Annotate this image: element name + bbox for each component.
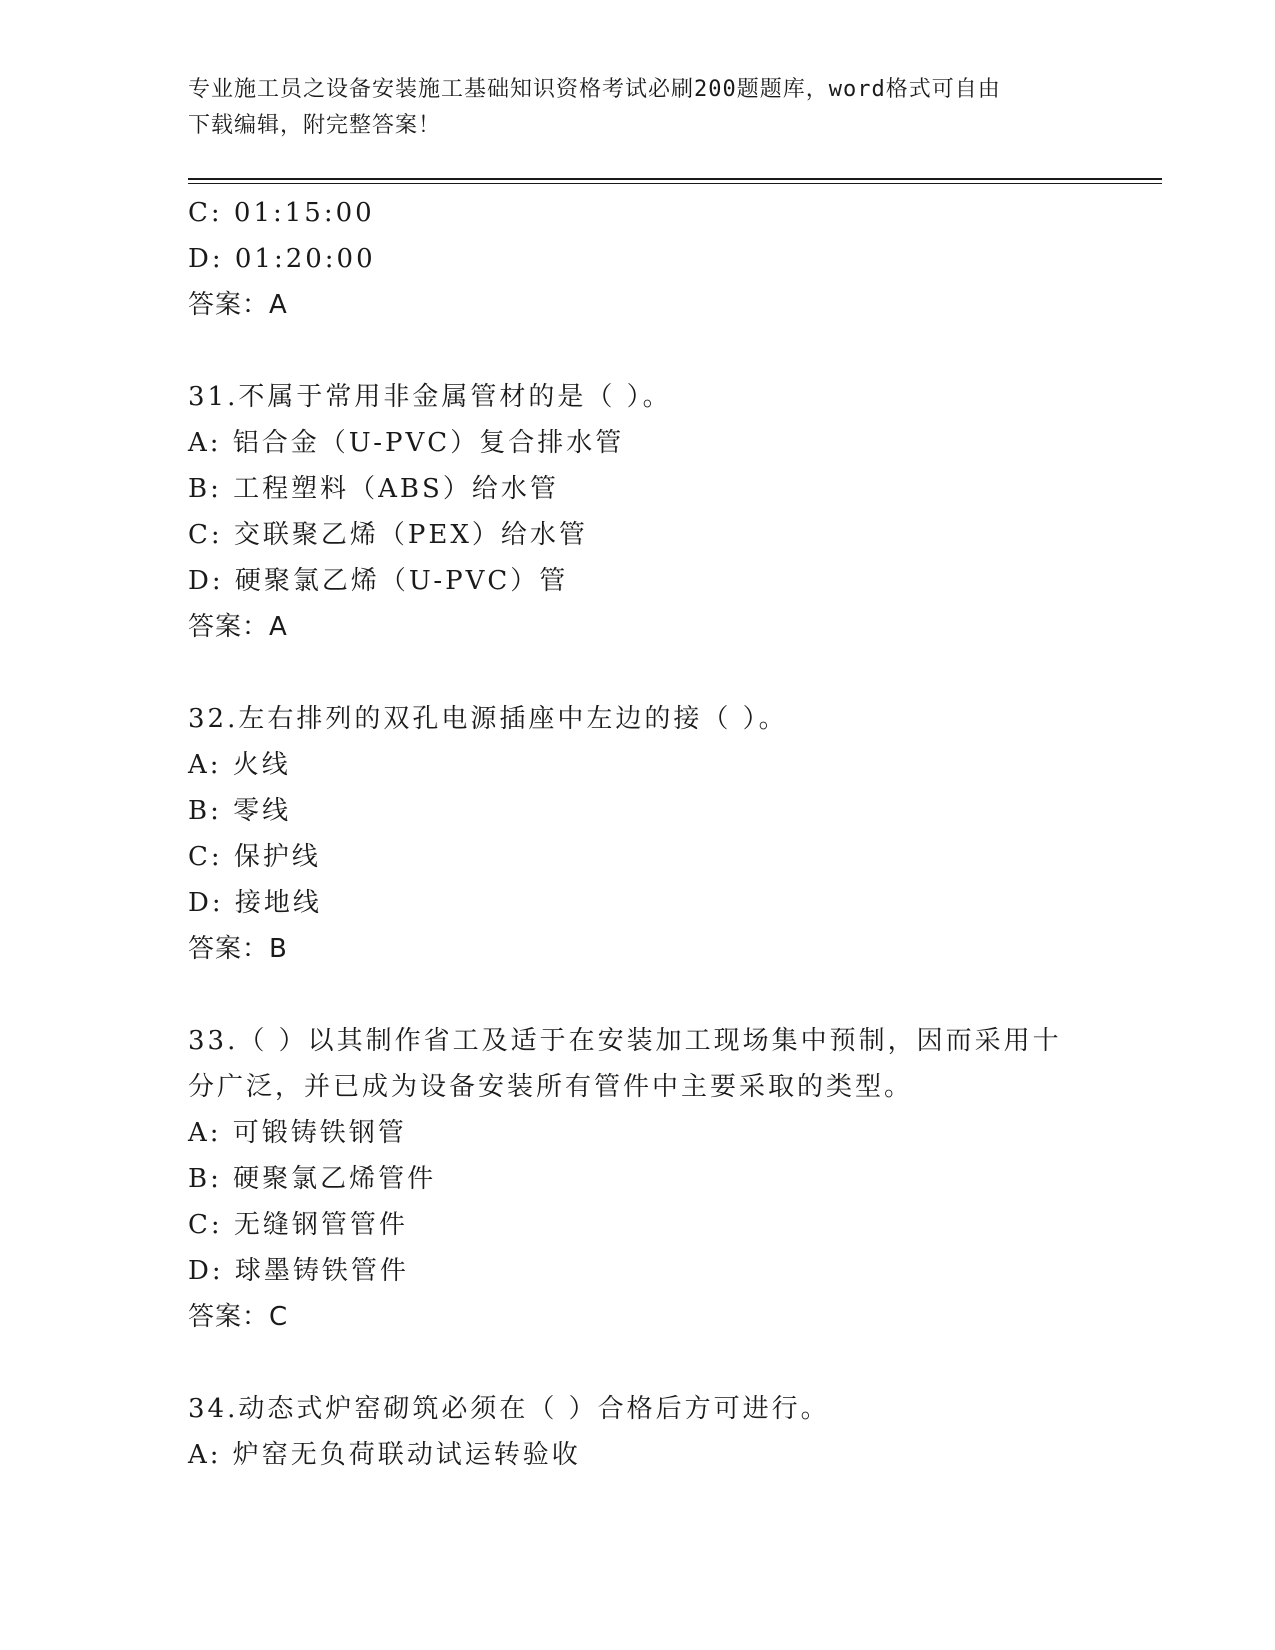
answer-line: 答案：B <box>188 934 288 964</box>
document-body <box>188 190 1088 1478</box>
question-stem: 32.左右排列的双孔电源插座中左边的接（ ）。 <box>188 704 788 734</box>
option-c: C: 无缝钢管管件 <box>188 1210 408 1240</box>
header-divider <box>188 178 1162 184</box>
option-a: A: 铝合金（U-PVC）复合排水管 <box>188 428 625 458</box>
question-stem-line-1: 33.（ ）以其制作省工及适于在安装加工现场集中预制，因而采用十 <box>188 1026 1062 1056</box>
option-a: A: 可锻铸铁钢管 <box>188 1118 407 1148</box>
page-header <box>188 72 1068 144</box>
option-b: B: 工程塑料（ABS）给水管 <box>188 474 559 504</box>
header-title-line-1: 专业施工员之设备安装施工基础知识资格考试必刷200题题库，word格式可自由 <box>188 77 1001 102</box>
answer-line: 答案：C <box>188 1302 289 1332</box>
option-c: C: 01:15:00 <box>188 198 375 228</box>
header-title-line-2: 下载编辑，附完整答案！ <box>188 113 442 138</box>
option-d: D: 接地线 <box>188 888 322 918</box>
option-a: A: 炉窑无负荷联动试运转验收 <box>188 1440 581 1470</box>
option-b: B: 零线 <box>188 796 292 826</box>
option-c: C: 交联聚乙烯（PEX）给水管 <box>188 520 588 550</box>
option-b: B: 硬聚氯乙烯管件 <box>188 1164 437 1194</box>
question-stem: 34.动态式炉窑砌筑必须在（ ）合格后方可进行。 <box>188 1394 830 1424</box>
option-c: C: 保护线 <box>188 842 321 872</box>
question-stem-line-2: 分广泛，并已成为设备安装所有管件中主要采取的类型。 <box>188 1072 914 1102</box>
question-stem: 31.不属于常用非金属管材的是（ ）。 <box>188 382 672 412</box>
answer-line: 答案：A <box>188 612 288 642</box>
answer-line: 答案：A <box>188 290 288 320</box>
option-a: A: 火线 <box>188 750 291 780</box>
option-d: D: 01:20:00 <box>188 244 376 274</box>
option-d: D: 硬聚氯乙烯（U-PVC）管 <box>188 566 569 596</box>
option-d: D: 球墨铸铁管件 <box>188 1256 409 1286</box>
